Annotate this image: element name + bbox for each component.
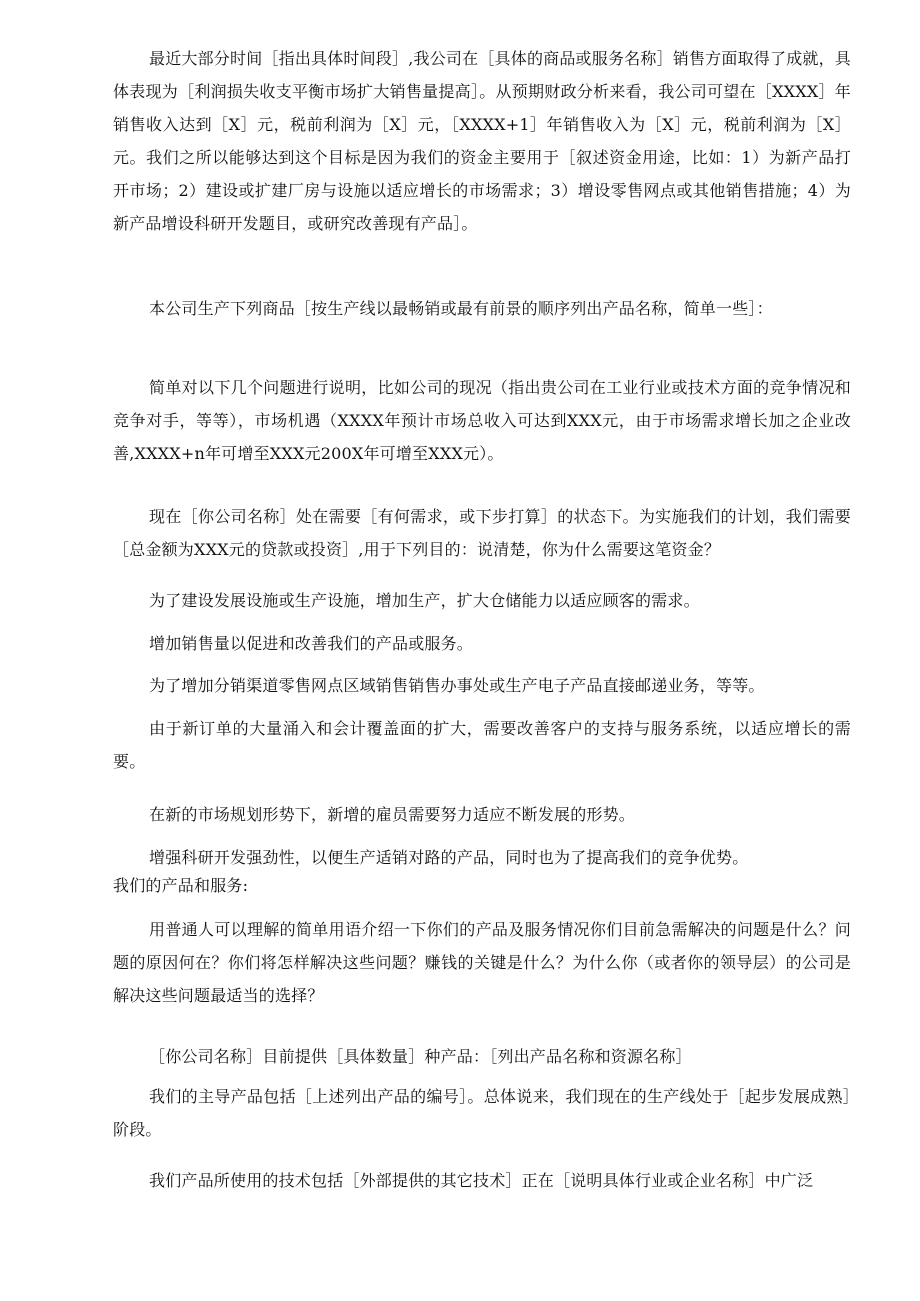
paragraph-funding-need: 现在［你公司名称］处在需要［有何需求，或下步打算］的状态下。为实施我们的计划，我们需要［总金额为XXX元的贷款或投资］,用于下列目的：说清楚，你为什么需要这笔资金？	[113, 507, 851, 559]
paragraph-products-count: ［你公司名称］目前提供［具体数量］种产品：［列出产品名称和资源名称］	[149, 1047, 692, 1066]
paragraph-technology: 我们产品所使用的技术包括［外部提供的其它技术］正在［说明具体行业或企业名称］中广泛	[149, 1171, 814, 1190]
paragraph-purpose-support: 由于新订单的大量涌入和会计覆盖面的扩大，需要改善客户的支持与服务系统，以适应增长的需要。	[113, 719, 851, 771]
paragraph-main-products: 我们的主导产品包括［上述列出产品的编号］。总体说来，我们现在的生产线处于［起步发展成熟］阶段。	[113, 1087, 851, 1139]
paragraph-purpose-facilities: 为了建设发展设施或生产设施，增加生产，扩大仓储能力以适应顾客的需求。	[149, 591, 700, 610]
paragraph-company-status: 简单对以下几个问题进行说明，比如公司的现况（指出贵公司在工业行业或技术方面的竞争情况和竞争对手，等等），市场机遇（XXXX年预计市场总收入可达到XXX元，由于市场需求增长加之企业改善,XXXX+n年可增至XXX元200X年可增至XXX元）。	[113, 378, 851, 463]
paragraph-purpose-distribution: 为了增加分销渠道零售网点区域销售销售办事处或生产电子产品直接邮递业务，等等。	[149, 676, 765, 695]
paragraph-purpose-employees: 在新的市场规划形势下，新增的雇员需要努力适应不断发展的形势。	[149, 805, 636, 824]
paragraph-products-intro: 用普通人可以理解的简单用语介绍一下你们的产品及服务情况你们目前急需解决的问题是什么？问题的原因何在？你们将怎样解决这些问题？赚钱的关键是什么？为什么你（或者你的领导层）的公司是解决这些问题最适当的选择？	[113, 920, 851, 1005]
paragraph-purpose-research: 增强科研开发强劲性，以便生产适销对路的产品，同时也为了提高我们的竞争优势。	[149, 848, 749, 867]
paragraph-achievements: 最近大部分时间［指出具体时间段］,我公司在［具体的商品或服务名称］销售方面取得了成就，具体表现为［利润损失收支平衡市场扩大销售量提高］。从预期财政分析来看，我公司可望在［XXXX］年销售收入达到［X］元，税前利润为［X］元，［XXXX+1］年销售收入为［X］元，税前利润为［X］元。我们之所以能够达到这个目标是因为我们的资金主要用于［叙述资金用途，比如：1）为新产品打开市场；2）建设或扩建厂房与设施以适应增长的市场需求；3）增设零售网点或其他销售措施；4）为新产品增设科研开发题目，或研究改善现有产品］。	[113, 49, 851, 233]
section-heading-products-services: 我们的产品和服务:	[113, 876, 249, 895]
paragraph-purpose-sales: 增加销售量以促进和改善我们的产品或服务。	[149, 634, 474, 653]
paragraph-products-list: 本公司生产下列商品［按生产线以最畅销或最有前景的顺序列出产品名称，简单一些］：	[149, 299, 773, 318]
